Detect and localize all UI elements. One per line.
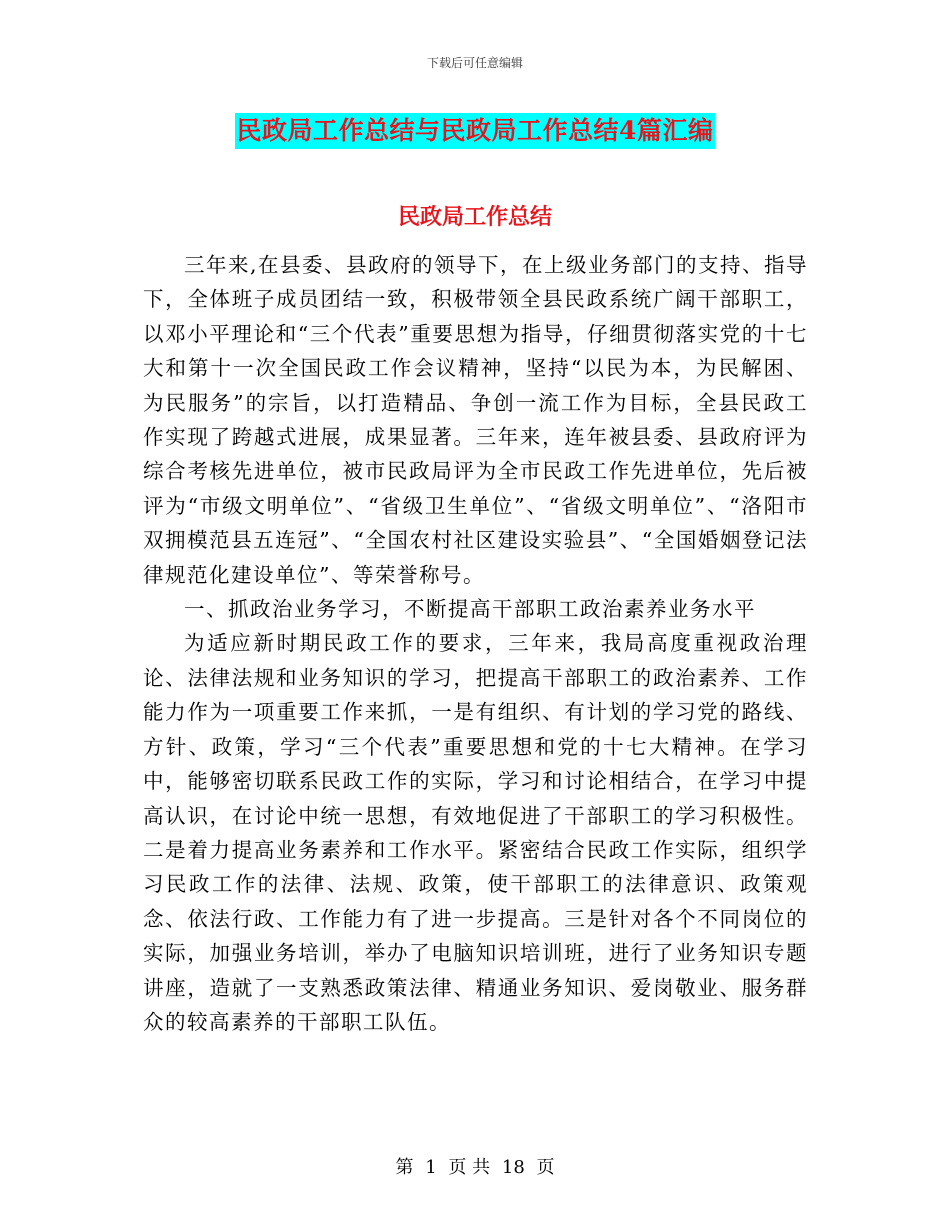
main-title-container [0, 113, 950, 149]
footer-page-number: 1 [425, 1157, 437, 1178]
footer-middle: 页 共 [448, 1157, 491, 1178]
body-text [143, 248, 808, 1039]
section-title: 民政局工作总结 [397, 204, 552, 230]
footer-prefix: 第 [395, 1157, 414, 1178]
footer-total-pages: 18 [501, 1157, 525, 1178]
paragraph-heading-1: 一、抓政治业务学习，不断提高干部职工政治素养业务水平 [184, 597, 756, 622]
page-footer [0, 1153, 950, 1179]
main-title: 民政局工作总结与民政局工作总结4篇汇编 [235, 113, 716, 149]
header-note: 下载后可任意编辑 [426, 56, 523, 70]
footer-suffix: 页 [536, 1157, 555, 1178]
paragraph-intro: 三年来,在县委、县政府的领导下，在上级业务部门的支持、指导下，全体班子成员团结一致，积极带领全县民政系统广阔干部职工，以邓小平理论和“三个代表”重要思想为指导，仔细贯彻落实党的十七大和第十一次全国民政工作会议精神，坚持“以民为本，为民解困、为民服务”的宗旨，以打造精品、争创一流工作为目标，全县民政工作实现了跨越式进展，成果显著。三年来，连年被县委、县政府评为综合考核先进单位，被市民政局评为全市民政工作先进单位，先后被评为“市级文明单位”、“省级卫生单位”、“省级文明单位”、“洛阳市双拥模范县五连冠”、“全国农村社区建设实验县”、“全国婚姻登记法律规范化建设单位”、等荣誉称号。 [143, 253, 809, 587]
paragraph-study: 为适应新时期民政工作的要求，三年来，我局高度重视政治理论、法律法规和业务知识的学习，把提高干部职工的政治素养、工作能力作为一项重要工作来抓，一是有组织、有计划的学习党的路线、方针、政策，学习“三个代表”重要思想和党的十七大精神。在学习中，能够密切联系民政工作的实际，学习和讨论相结合，在学习中提高认识，在讨论中统一思想，有效地促进了干部职工的学习积极性。二是着力提高业务素养和工作水平。紧密结合民政工作实际，组织学习民政工作的法律、法规、政策，使干部职工的法律意识、政策观念、依法行政、工作能力有了进一步提高。三是针对各个不同岗位的实际，加强业务培训，举办了电脑知识培训班，进行了业务知识专题讲座，造就了一支熟悉政策法律、精通业务知识、爱岗敬业、服务群众的较高素养的干部职工队伍。 [143, 631, 808, 1034]
